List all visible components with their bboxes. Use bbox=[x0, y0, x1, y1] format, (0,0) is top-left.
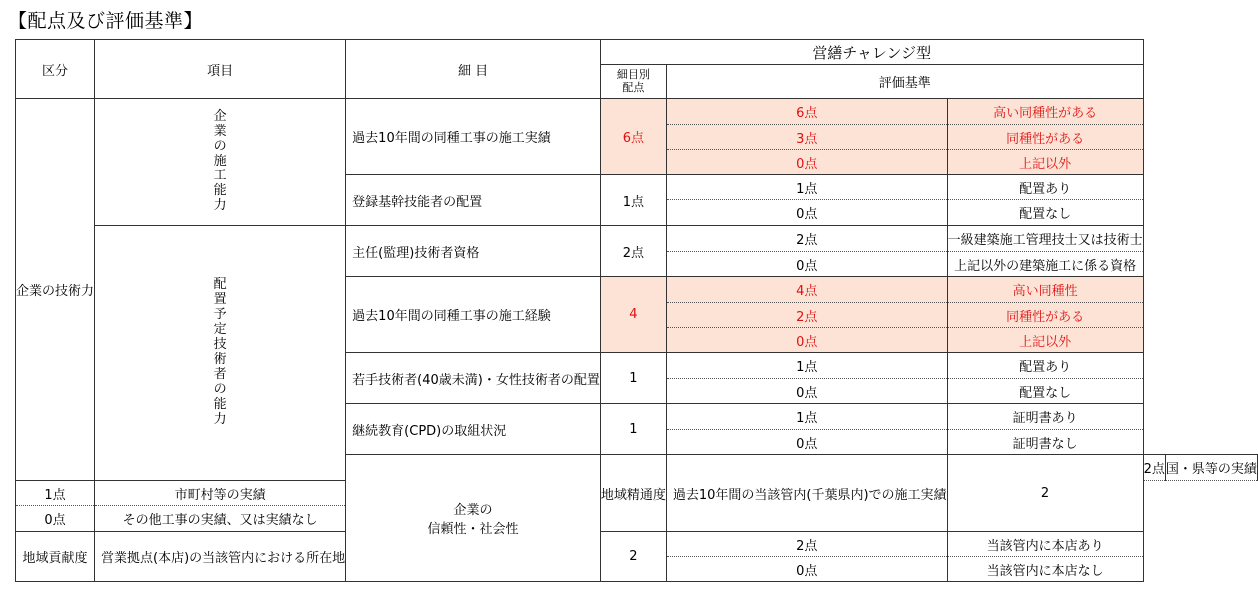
item-regional-contribution: 地域貢献度 bbox=[16, 532, 95, 582]
item-regional-knowledge: 地域精通度 bbox=[600, 455, 666, 532]
criteria-text: 当該管内に本店なし bbox=[947, 557, 1143, 582]
points-row-6: 2 bbox=[947, 455, 1143, 532]
criteria-text: 市町村等の実績 bbox=[95, 481, 346, 506]
criteria-text: 一級建築施工管理技士又は技術士 bbox=[947, 226, 1143, 252]
scoring-table bbox=[15, 39, 1258, 582]
criteria-points: 0点 bbox=[666, 379, 947, 404]
detail-row-2: 主任(監理)技術者資格 bbox=[346, 226, 601, 277]
detail-row-5: 継続教育(CPD)の取組状況 bbox=[346, 404, 601, 455]
section-tech: 企業の技術力 bbox=[16, 99, 95, 481]
criteria-points: 0点 bbox=[666, 200, 947, 226]
criteria-text: 国・県等の実績 bbox=[1165, 455, 1257, 481]
detail-row-6: 過去10年間の当該管内(千葉県内)での施工実績 bbox=[666, 455, 947, 532]
criteria-points: 1点 bbox=[666, 175, 947, 200]
detail-row-3: 過去10年間の同種工事の施工経験 bbox=[346, 277, 601, 353]
header-item: 項目 bbox=[95, 40, 346, 99]
criteria-points: 2点 bbox=[666, 226, 947, 252]
criteria-text: 同種性がある bbox=[947, 303, 1143, 328]
criteria-text: 証明書なし bbox=[947, 430, 1143, 455]
criteria-points: 0点 bbox=[666, 328, 947, 353]
criteria-points: 0点 bbox=[666, 430, 947, 455]
page-title: 【配点及び評価基準】 bbox=[8, 10, 204, 32]
criteria-text: 配置なし bbox=[947, 379, 1143, 404]
criteria-text: 同種性がある bbox=[947, 125, 1143, 150]
header-category: 区分 bbox=[16, 40, 95, 99]
criteria-text: 上記以外の建築施工に係る資格 bbox=[947, 252, 1143, 277]
criteria-points: 0点 bbox=[666, 252, 947, 277]
criteria-text: 上記以外 bbox=[947, 328, 1143, 353]
criteria-points: 4点 bbox=[666, 277, 947, 303]
criteria-points: 2点 bbox=[666, 532, 947, 557]
points-row-2: 2点 bbox=[600, 226, 666, 277]
header-criteria: 評価基準 bbox=[666, 65, 1143, 99]
item-company-tech: 企業の施工能力 bbox=[95, 99, 346, 226]
points-row-4: 1 bbox=[600, 353, 666, 404]
detail-row-0: 過去10年間の同種工事の施工実績 bbox=[346, 99, 601, 175]
header-detail: 細 目 bbox=[346, 40, 601, 99]
detail-row-1: 登録基幹技能者の配置 bbox=[346, 175, 601, 226]
criteria-text: その他工事の実績、又は実績なし bbox=[95, 506, 346, 532]
points-row-0: 6点 bbox=[600, 99, 666, 175]
criteria-text: 配置あり bbox=[947, 353, 1143, 379]
criteria-text: 配置あり bbox=[947, 175, 1143, 200]
points-row-7: 2 bbox=[600, 532, 666, 582]
criteria-points: 1点 bbox=[666, 404, 947, 430]
criteria-points: 0点 bbox=[666, 150, 947, 175]
criteria-points: 6点 bbox=[666, 99, 947, 125]
criteria-points: 0点 bbox=[666, 557, 947, 582]
criteria-points: 2点 bbox=[666, 303, 947, 328]
points-row-1: 1点 bbox=[600, 175, 666, 226]
criteria-text: 配置なし bbox=[947, 200, 1143, 226]
criteria-text: 当該管内に本店あり bbox=[947, 532, 1143, 557]
detail-row-4: 若手技術者(40歳未満)・女性技術者の配置 bbox=[346, 353, 601, 404]
criteria-text: 証明書あり bbox=[947, 404, 1143, 430]
criteria-text: 上記以外 bbox=[947, 150, 1143, 175]
points-row-3: 4 bbox=[600, 277, 666, 353]
points-row-5: 1 bbox=[600, 404, 666, 455]
criteria-points: 2点 bbox=[1143, 455, 1165, 481]
header-type-title: 営繕チャレンジ型 bbox=[600, 40, 1143, 65]
criteria-points: 1点 bbox=[16, 481, 95, 506]
criteria-text: 高い同種性がある bbox=[947, 99, 1143, 125]
criteria-text: 高い同種性 bbox=[947, 277, 1143, 303]
section-trust: 企業の 信頼性・社会性 bbox=[346, 455, 601, 582]
criteria-points: 1点 bbox=[666, 353, 947, 379]
criteria-points: 3点 bbox=[666, 125, 947, 150]
criteria-points: 0点 bbox=[16, 506, 95, 532]
detail-row-7: 営業拠点(本店)の当該管内における所在地 bbox=[95, 532, 346, 582]
item-engineer: 配置予定技術者の能力 bbox=[95, 226, 346, 481]
header-points: 細目別配点 bbox=[600, 65, 666, 99]
